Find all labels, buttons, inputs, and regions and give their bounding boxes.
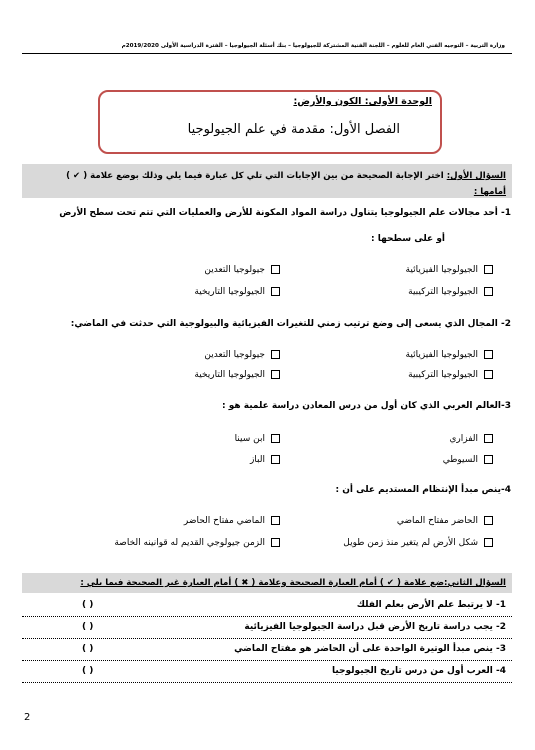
q1-item-1-text: 1- أحد مجالات علم الجيولوجيا يتناول دراسة المواد المكونة للأرض والعمليات التي تتم تحت سطح الأرض bbox=[59, 208, 511, 218]
checkbox-icon[interactable] bbox=[271, 434, 280, 443]
q1-item-3-text: 3-العالم العربي الذي كان أول من درس المعادن دراسة علمية هو : bbox=[222, 401, 511, 411]
document-header: وزارة التربية – التوجيه الفني العام للعلوم – اللجنة الفنية المشتركة للجيولوجيا – بنك أسئلة الجيولوجيا – الفترة الدراسية الأولى 2019/2020م bbox=[121, 43, 505, 49]
q1-item-4-option-a[interactable]: الحاضر مفتاح الماضي bbox=[397, 516, 493, 526]
answer-blank[interactable]: ( ) bbox=[82, 622, 94, 632]
q1-item-4-text: 4-ينص مبدأ الإنتظام المستديم على أن : bbox=[335, 485, 511, 495]
q2-item-4-text: 4- العرب أول من درس تاريخ الجيولوجيا bbox=[331, 666, 506, 676]
unit-title-box bbox=[98, 90, 442, 154]
q2-item-2 bbox=[22, 620, 512, 639]
checkbox-icon[interactable] bbox=[271, 455, 280, 464]
checkbox-icon[interactable] bbox=[484, 538, 493, 547]
q1-item-1-option-b[interactable]: جيولوجيا التعدين bbox=[204, 265, 280, 275]
checkbox-icon[interactable] bbox=[484, 350, 493, 359]
q1-item-4-option-c[interactable]: شكل الأرض لم يتغير منذ زمن طويل bbox=[343, 538, 493, 548]
q2-item-2-text: 2- يجب دراسة تاريخ الأرض قبل دراسة الجيولوجيا الفيزيائية bbox=[244, 622, 506, 632]
q1-item-1-option-c[interactable]: الجيولوجيا التركيبية bbox=[408, 287, 493, 297]
question-1-banner bbox=[22, 164, 512, 198]
checkbox-icon[interactable] bbox=[271, 265, 280, 274]
question-1-instruction-cont: أمامها : bbox=[473, 187, 506, 197]
question-2-banner bbox=[22, 573, 512, 593]
q1-item-1-option-a[interactable]: الجيولوجيا الفيزيائية bbox=[406, 265, 493, 275]
checkbox-icon[interactable] bbox=[484, 287, 493, 296]
q2-item-1-text: 1- لا يرتبط علم الأرض بعلم الفلك bbox=[356, 600, 506, 610]
checkbox-icon[interactable] bbox=[484, 434, 493, 443]
chapter-title: الفصل الأول: مقدمة في علم الجيولوجيا bbox=[187, 122, 400, 137]
checkbox-icon[interactable] bbox=[271, 516, 280, 525]
checkbox-icon[interactable] bbox=[484, 370, 493, 379]
q1-item-4-option-d[interactable]: الزمن جيولوجي القديم له قوانينه الخاصة bbox=[114, 538, 280, 548]
checkbox-icon[interactable] bbox=[484, 455, 493, 464]
q1-item-3-option-a[interactable]: الفزاري bbox=[449, 434, 493, 444]
checkbox-icon[interactable] bbox=[271, 538, 280, 547]
q1-item-3-option-d[interactable]: الباز bbox=[250, 455, 280, 465]
q1-item-1-option-d[interactable]: الجيولوجيا التاريخية bbox=[194, 287, 280, 297]
question-1-instruction: اختر الإجابة الصحيحة من بين الإجابات التي تلي كل عبارة فيما يلي وذلك بوضع علامة ( ✔ ) bbox=[66, 171, 444, 181]
answer-blank[interactable]: ( ) bbox=[82, 666, 94, 676]
answer-blank[interactable]: ( ) bbox=[82, 600, 94, 610]
checkbox-icon[interactable] bbox=[271, 370, 280, 379]
checkbox-icon[interactable] bbox=[484, 265, 493, 274]
unit-title: الوحدة الأولى: الكون والأرض: bbox=[293, 96, 432, 107]
q2-item-3-text: 3- ينص مبدأ الوتيرة الواحدة على أن الحاضر هو مفتاح الماضي bbox=[234, 644, 506, 654]
q1-item-1-text-cont: أو على سطحها : bbox=[370, 234, 445, 244]
q1-item-2-option-a[interactable]: الجيولوجيا الفيزيائية bbox=[406, 350, 493, 360]
question-2-instruction: السؤال الثاني:ضع علامة ( ✔ ) أمام العبارة الصحيحة وعلامة ( ✖ ) أمام العبارة غير الصحيحة فيما يلي : bbox=[80, 578, 506, 588]
question-1-label: السؤال الأول: bbox=[446, 171, 506, 181]
checkbox-icon[interactable] bbox=[271, 350, 280, 359]
header-divider bbox=[22, 53, 512, 54]
q1-item-2-text: 2- المجال الذي يسعى إلى وضع ترتيب زمني للتغيرات الفيزيائية والبيولوجية التي حدثت في الماضي: bbox=[70, 319, 511, 329]
q1-item-2-option-b[interactable]: جيولوجيا التعدين bbox=[204, 350, 280, 360]
q1-item-4-option-b[interactable]: الماضي مفتاح الحاضر bbox=[184, 516, 280, 526]
q2-item-3 bbox=[22, 642, 512, 661]
q1-item-2-option-c[interactable]: الجيولوجيا التركيبية bbox=[408, 370, 493, 380]
q1-item-2-option-d[interactable]: الجيولوجيا التاريخية bbox=[194, 370, 280, 380]
q2-item-1 bbox=[22, 598, 512, 617]
q1-item-3-option-c[interactable]: السيوطي bbox=[443, 455, 493, 465]
checkbox-icon[interactable] bbox=[484, 516, 493, 525]
answer-blank[interactable]: ( ) bbox=[82, 644, 94, 654]
q2-item-4 bbox=[22, 664, 512, 683]
q1-item-3-option-b[interactable]: ابن سينا bbox=[235, 434, 280, 444]
page-number: 2 bbox=[24, 712, 31, 723]
checkbox-icon[interactable] bbox=[271, 287, 280, 296]
